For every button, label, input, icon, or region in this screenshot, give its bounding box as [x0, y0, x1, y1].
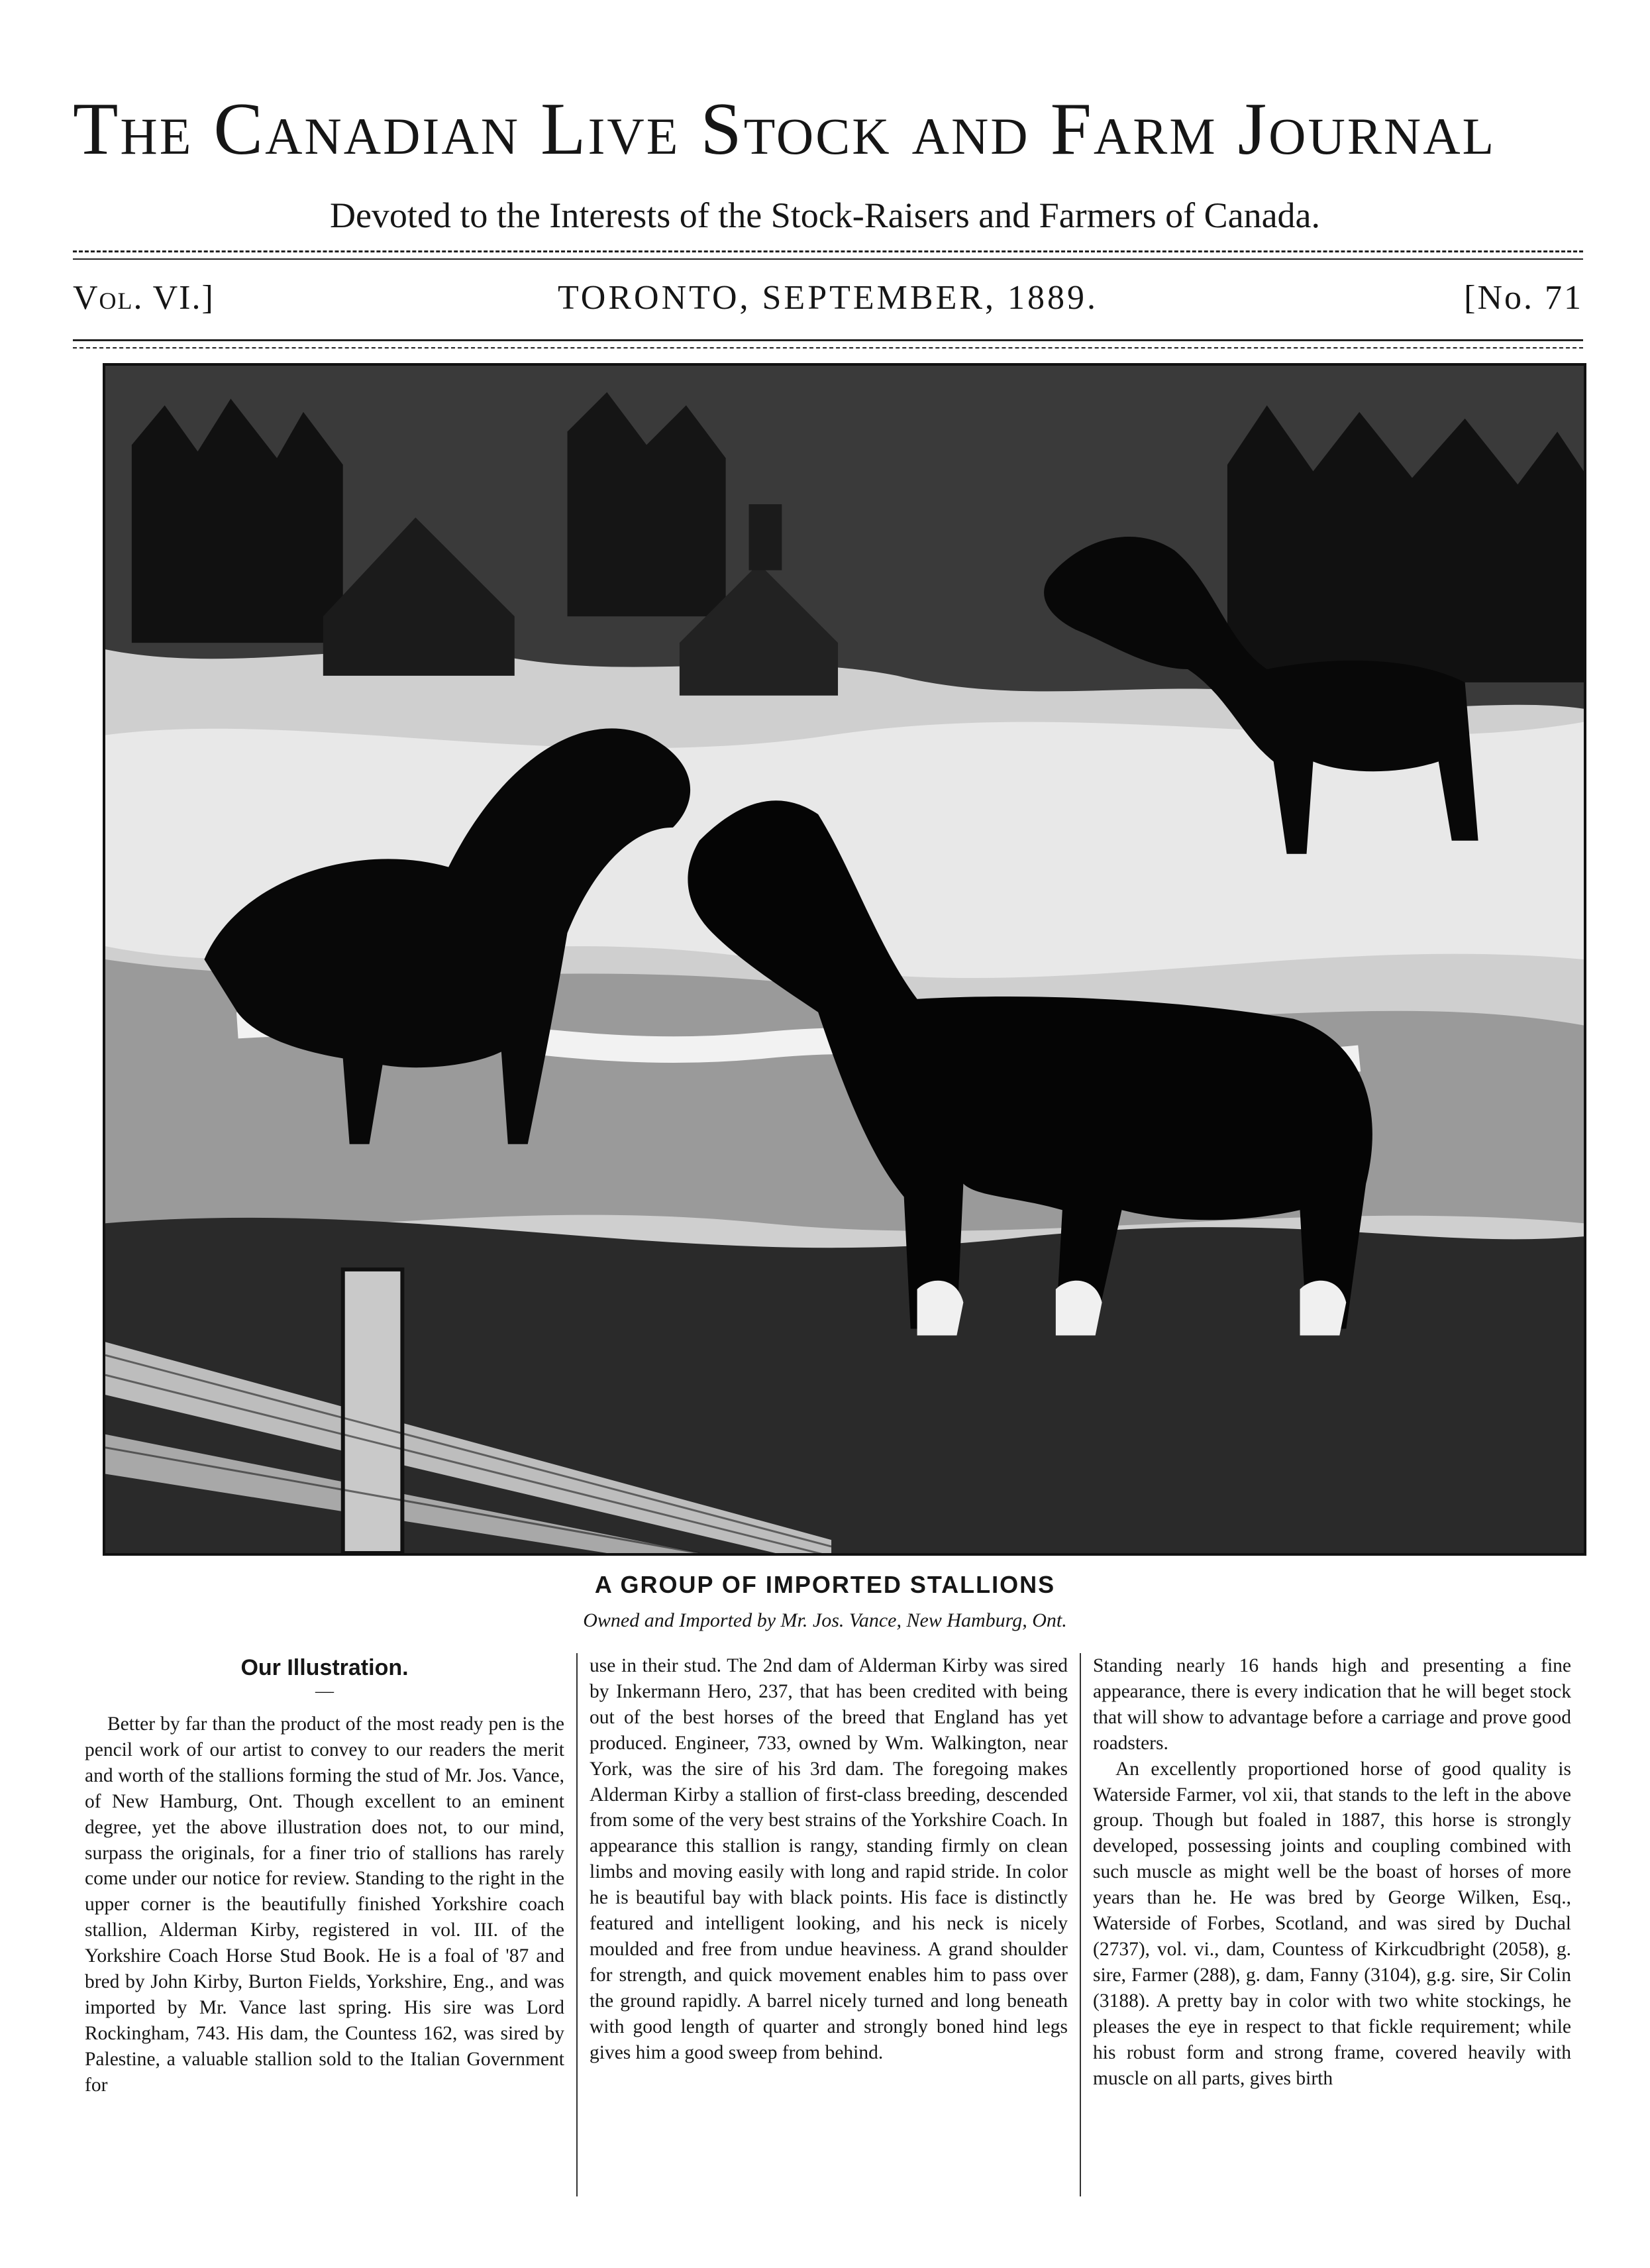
issue-line: [73, 268, 1583, 328]
issue-date: TORONTO, SEPTEMBER, 1889.: [557, 279, 1099, 317]
article-paragraph: An excellently proportioned horse of good quality is Waterside Farmer, vol xii, that stands to the left in the above group. Though but foaled in 1887, this horse is strongly developed, possessing joints and coupling combined with such muscle as might well be the boast of horses of more years than he. He was bred by George Wilken, Esq., Waterside of Forbes, Scotland, and was sired by Duchal (2737), vol. vi., dam, Countess of Kirkcudbright (2058), g. sire, Farmer (288), g. dam, Fanny (3104), g.g. sire, Sir Colin (3188). A pretty bay in color with two white stockings, he pleases the eye in respect to that fickle requirement; while his robust form and strong frame, covered heavily with muscle on all parts, gives birth: [1093, 1758, 1571, 2089]
top-rule-solid: [73, 258, 1583, 260]
article-column-2: [576, 1653, 1080, 2196]
engraving-picture: [105, 366, 1584, 1553]
article-paragraph: use in their stud. The 2nd dam of Alderman Kirby was sired by Inkermann Hero, 237, that has been credited with being out of the best horses of the breed that England has yet produced. Engineer, 733, owned by Wm. Walkington, near York, was the sire of his 3rd dam. The foregoing makes Alderman Kirby a stallion of first-class breeding, descended from some of the very best strains of the Yorkshire Coach. In appearance this stallion is rangy, standing firmly on clean limbs and moving easily with long and rapid stride. In color he is beautiful bay with black points. His face is distinctly featured and intelligent looking, and his neck is nicely moulded and free from undue heaviness. A grand shoulder for strength, and quick movement enables him to pass over the ground rapidly. A barrel nicely turned and long beneath with good length of quarter and strongly boned hind legs gives him a good sweep from behind.: [590, 1655, 1068, 2063]
article-column-1: [73, 1653, 576, 2196]
bottom-rule-solid: [73, 339, 1583, 341]
heading-dash: —: [315, 1681, 334, 1701]
journal-title: The Canadian Live Stock and Farm Journal: [73, 88, 1496, 170]
article-heading: Our Illustration.: [240, 1655, 409, 1680]
illustration-caption: A GROUP OF IMPORTED STALLIONS: [594, 1571, 1056, 1598]
article-paragraph: Better by far than the product of the most ready pen is the pencil work of our artist to convey to our readers the merit and worth of the stallions forming the stud of Mr. Jos. Vance, of New Hamburg, Ont. Though excellent to an eminent degree, yet the above illustration does not, to our mind, surpass the originals, for a finer trio of stallions has rarely come under our notice for review. Standing to the right in the upper corner is the beautifully finished Yorkshire coach stallion, Alderman Kirby, registered in vol. III. of the Yorkshire Coach Horse Stud Book. He is a foal of '87 and bred by John Kirby, Burton Fields, Yorkshire, Eng., and was imported by Mr. Vance last spring. His sire was Lord Rockingham, 743. His dam, the Countess 162, was sired by Palestine, a valuable stallion sold to the Italian Government for: [85, 1713, 564, 2096]
article-column-3: [1080, 1653, 1583, 2196]
issue-volume: Vol. VI.]: [73, 279, 215, 317]
bottom-rule-dashed: [73, 347, 1583, 349]
issue-number: [No. 71: [1464, 279, 1583, 317]
illustration-credit: Owned and Imported by Mr. Jos. Vance, New Hamburg, Ont.: [583, 1609, 1067, 1631]
journal-tagline: Devoted to the Interests of the Stock-Raisers and Farmers of Canada.: [329, 195, 1321, 235]
top-rule-dashed: [73, 250, 1583, 252]
article-columns: [73, 1653, 1583, 2196]
stallions-engraving: [103, 363, 1586, 1556]
article-paragraph: Standing nearly 16 hands high and presenting a fine appearance, there is every indication that he will beget stock that will show to advantage before a carriage and prove good roadsters.: [1093, 1655, 1571, 1754]
